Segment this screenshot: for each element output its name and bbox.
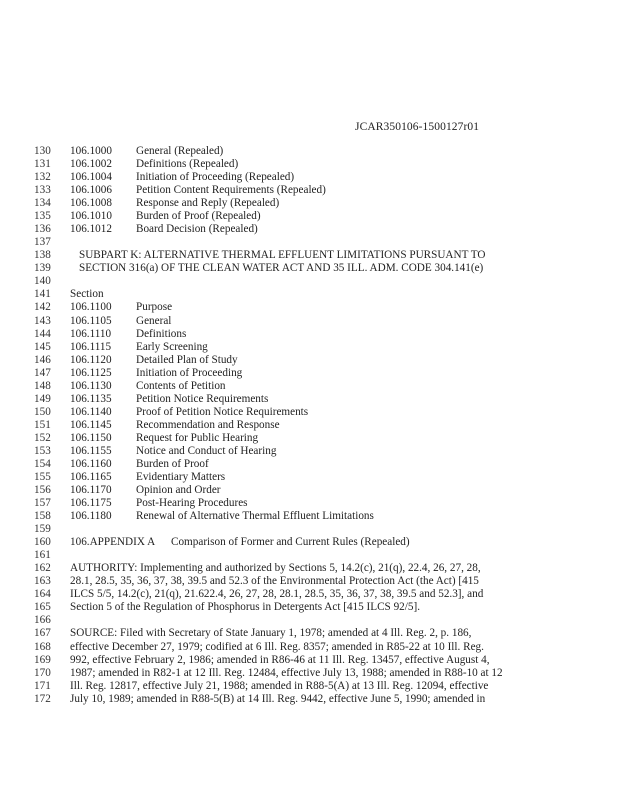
section-number: 106.1110 — [70, 327, 112, 340]
document-line — [0, 432, 644, 445]
section-title: Detailed Plan of Study — [136, 353, 238, 366]
document-line — [0, 288, 644, 301]
line-number: 135 — [34, 210, 51, 223]
line-number: 148 — [34, 379, 51, 392]
section-title: Initiation of Proceeding (Repealed) — [136, 171, 295, 184]
document-line — [0, 223, 644, 236]
line-number: 153 — [34, 444, 51, 457]
line-text: effective December 27, 1979; codified at 6 Ill. Reg. 8357; amended in R85-22 at 10 Ill. Reg. — [70, 640, 484, 653]
document-line — [0, 549, 644, 562]
document-line — [0, 367, 644, 380]
section-number: 106.1170 — [70, 484, 112, 497]
line-number: 130 — [34, 145, 51, 157]
document-line — [0, 301, 644, 314]
document-line — [0, 667, 644, 680]
section-number: 106.1100 — [70, 301, 112, 314]
section-number: 106.1160 — [70, 457, 112, 470]
document-line — [0, 536, 644, 549]
document-line — [0, 627, 644, 640]
line-text: July 10, 1989; amended in R88-5(B) at 14 Ill. Reg. 9442, effective June 5, 1990; amended in — [70, 692, 486, 705]
section-title: Request for Public Hearing — [136, 431, 259, 444]
section-number: 106.1150 — [70, 431, 112, 444]
section-number: 106.1140 — [70, 405, 112, 418]
document-line — [0, 197, 644, 210]
section-title: General — [136, 314, 172, 327]
section-title: Proof of Petition Notice Requirements — [136, 405, 309, 418]
line-number: 133 — [34, 184, 51, 197]
section-title: Burden of Proof (Repealed) — [136, 210, 261, 223]
document-line — [0, 315, 644, 328]
section-title: General (Repealed) — [136, 145, 224, 157]
line-number: 137 — [34, 236, 51, 249]
document-line — [0, 341, 644, 354]
document-line — [0, 458, 644, 471]
line-number: 162 — [34, 562, 51, 575]
line-number: 157 — [34, 497, 51, 510]
section-number: 106.1120 — [70, 353, 112, 366]
section-title: Opinion and Order — [136, 484, 221, 497]
document-line — [0, 575, 644, 588]
section-title: Contents of Petition — [136, 379, 226, 392]
line-text: 992, effective February 2, 1986; amended in R86-46 at 11 Ill. Reg. 13457, effective August 4, — [70, 653, 490, 666]
appendix-number: 106.APPENDIX A — [70, 536, 156, 549]
document-line — [0, 406, 644, 419]
line-text: SOURCE: Filed with Secretary of State January 1, 1978; amended at 4 Ill. Reg. 2, p. 186, — [70, 627, 472, 640]
document-line — [0, 236, 644, 249]
document-id-header: JCAR350106-1500127r01 — [355, 121, 480, 133]
section-number: 106.1105 — [70, 314, 112, 327]
section-number: 106.1145 — [70, 418, 112, 431]
section-number: 106.1180 — [70, 510, 112, 523]
document-line — [0, 328, 644, 341]
line-number: 168 — [34, 640, 51, 653]
section-title: Definitions (Repealed) — [136, 158, 239, 171]
line-number: 166 — [34, 614, 51, 627]
line-number: 146 — [34, 353, 51, 366]
line-text: Section 5 of the Regulation of Phosphorus in Detergents Act [415 ILCS 92/5]. — [70, 601, 420, 614]
line-number: 156 — [34, 484, 51, 497]
document-line — [0, 680, 644, 693]
document-line — [0, 523, 644, 536]
line-number: 160 — [34, 536, 51, 549]
document-line — [0, 145, 644, 158]
line-number: 142 — [34, 301, 51, 314]
line-number: 159 — [34, 523, 51, 536]
line-text: Section — [70, 288, 104, 301]
document-line — [0, 262, 644, 275]
document-line — [0, 614, 644, 627]
section-title: Response and Reply (Repealed) — [136, 197, 280, 210]
document-line — [0, 562, 644, 575]
line-number: 143 — [34, 314, 51, 327]
section-title: Initiation of Proceeding — [136, 366, 243, 379]
document-line — [0, 601, 644, 614]
section-number: 106.1000 — [70, 145, 112, 157]
document-line — [0, 171, 644, 184]
line-number: 147 — [34, 366, 51, 379]
line-number: 136 — [34, 223, 51, 236]
line-text: AUTHORITY: Implementing and authorized by Sections 5, 14.2(c), 21(q), 22.4, 26, 27, 28, — [70, 562, 481, 575]
document-line — [0, 471, 644, 484]
line-number: 152 — [34, 431, 51, 444]
line-number: 140 — [34, 275, 51, 288]
section-title: Renewal of Alternative Thermal Effluent Limitations — [136, 510, 374, 523]
line-number: 165 — [34, 601, 51, 614]
document-line — [0, 497, 644, 510]
line-text: 1987; amended in R82-1 at 12 Ill. Reg. 12484, effective July 13, 1988; amended in R88-10 at 12 — [70, 666, 503, 679]
section-title: Board Decision (Repealed) — [136, 223, 258, 236]
section-number: 106.1012 — [70, 223, 112, 236]
section-number: 106.1006 — [70, 184, 112, 197]
line-number: 172 — [34, 692, 51, 705]
document-line — [0, 158, 644, 171]
line-number: 170 — [34, 666, 51, 679]
line-number: 132 — [34, 171, 51, 184]
line-number: 161 — [34, 549, 51, 562]
line-number: 134 — [34, 197, 51, 210]
section-title: Burden of Proof — [136, 457, 209, 470]
section-title: Notice and Conduct of Hearing — [136, 444, 277, 457]
section-number: 106.1130 — [70, 379, 112, 392]
line-number: 144 — [34, 327, 51, 340]
section-number: 106.1010 — [70, 210, 112, 223]
document-line — [0, 588, 644, 601]
line-text: ILCS 5/5, 14.2(c), 21(q), 21.622.4, 26, 27, 28, 28.1, 28.5, 35, 36, 37, 38, 39.5 and 52.3], and — [70, 588, 484, 601]
line-number: 158 — [34, 510, 51, 523]
line-number: 171 — [34, 679, 51, 692]
line-text: 28.1, 28.5, 35, 36, 37, 38, 39.5 and 52.3 of the Environmental Protection Act (the Act) [415 — [70, 575, 479, 588]
section-number: 106.1135 — [70, 392, 112, 405]
section-number: 106.1004 — [70, 171, 112, 184]
document-line — [0, 380, 644, 393]
document-line — [0, 445, 644, 458]
subpart-heading: SECTION 316(a) OF THE CLEAN WATER ACT AND 35 ILL. ADM. CODE 304.141(e) — [79, 262, 484, 275]
line-number: 163 — [34, 575, 51, 588]
section-title: Recommendation and Response — [136, 418, 280, 431]
document-line — [0, 275, 644, 288]
section-number: 106.1002 — [70, 158, 112, 171]
document-line — [0, 641, 644, 654]
document-line — [0, 210, 644, 223]
line-number: 167 — [34, 627, 51, 640]
line-number: 150 — [34, 405, 51, 418]
document-line — [0, 419, 644, 432]
section-number: 106.1008 — [70, 197, 112, 210]
line-number: 164 — [34, 588, 51, 601]
document-line — [0, 510, 644, 523]
line-number: 141 — [34, 288, 51, 301]
section-title: Petition Notice Requirements — [136, 392, 269, 405]
section-title: Evidentiary Matters — [136, 471, 226, 483]
document-line — [0, 354, 644, 367]
section-number: 106.1175 — [70, 497, 112, 510]
document-line — [0, 184, 644, 197]
section-number: 106.1115 — [70, 340, 112, 353]
document-line — [0, 249, 644, 262]
line-number: 149 — [34, 392, 51, 405]
line-number: 139 — [34, 262, 51, 275]
line-number: 154 — [34, 457, 51, 470]
document-line — [0, 393, 644, 406]
appendix-title: Comparison of Former and Current Rules (Repealed) — [171, 536, 410, 549]
section-number: 106.1155 — [70, 444, 112, 457]
line-number: 145 — [34, 340, 51, 353]
subpart-heading: SUBPART K: ALTERNATIVE THERMAL EFFLUENT LIMITATIONS PURSUANT TO — [79, 249, 486, 262]
section-title: Early Screening — [136, 340, 208, 353]
line-number: 131 — [34, 158, 51, 171]
line-number: 155 — [34, 471, 51, 483]
line-number: 169 — [34, 653, 51, 666]
line-text: Ill. Reg. 12817, effective July 21, 1988; amended in R88-5(A) at 13 Ill. Reg. 12094, effective — [70, 679, 489, 692]
section-number: 106.1165 — [70, 471, 112, 483]
section-title: Definitions — [136, 327, 187, 340]
line-number: 151 — [34, 418, 51, 431]
section-title: Post-Hearing Procedures — [136, 497, 248, 510]
section-number: 106.1125 — [70, 366, 112, 379]
document-line — [0, 484, 644, 497]
section-title: Petition Content Requirements (Repealed) — [136, 184, 326, 197]
section-title: Purpose — [136, 301, 173, 314]
document-line — [0, 654, 644, 667]
document-line — [0, 693, 644, 706]
line-number: 138 — [34, 249, 51, 262]
